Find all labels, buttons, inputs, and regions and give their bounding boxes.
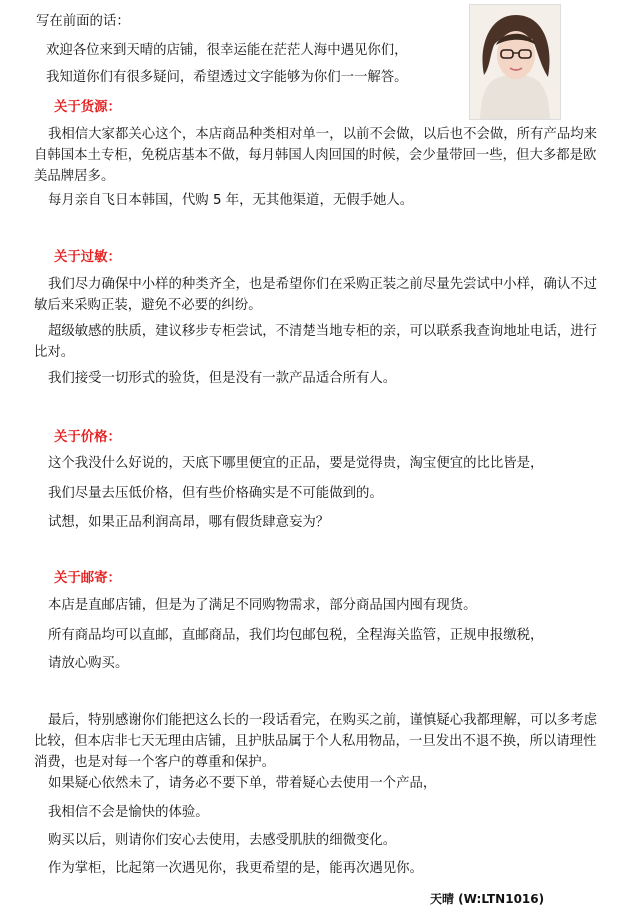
shipping-paragraph-1: 本店是直邮店铺，但是为了满足不同购物需求，部分商品国内囤有现货。	[48, 598, 477, 613]
allergy-paragraph-2: 超级敏感的肤质，建议移步专柜尝试，不清楚当地专柜的亲，可以联系我查询地址电话，进行比对。	[34, 324, 598, 360]
closing-paragraph-1: 最后，特别感谢你们能把这么长的一段话看完，在购买之前，谨慎疑心我都理解，可以多考虑比较，但本店非七天无理由店铺，且护肤品属于个人私用物品，一旦发出不退不换，所以请理性消费，也是对每一个客户的尊重和保护。	[34, 713, 598, 770]
allergy-paragraph-3: 我们接受一切形式的验货，但是没有一款产品适合所有人。	[48, 371, 397, 386]
intro-line-1: 欢迎各位来到天晴的店铺，很幸运能在茫茫人海中遇见你们，	[46, 43, 408, 58]
section-heading-allergy: 关于过敏：	[54, 250, 121, 265]
price-paragraph-3: 试想，如果正品利润高昂，哪有假货肆意妄为？	[48, 515, 330, 530]
shop-signature: 天晴 (W:LTN1016)	[430, 892, 545, 906]
price-paragraph-2: 我们尽量去压低价格，但有些价格确实是不可能做到的。	[48, 486, 383, 501]
owner-photo	[469, 4, 561, 120]
owner-portrait-image	[470, 5, 560, 119]
shipping-paragraph-3: 请放心购买。	[48, 656, 129, 671]
source-paragraph-1: 我相信大家都关心这个，本店商品种类相对单一，以前不会做，以后也不会做，所有产品均来自韩国本土专柜，免税店基本不做，每月韩国人肉回国的时候，会少量带回一些，但大多都是欧美品牌居多。	[34, 127, 598, 184]
intro-title: 写在前面的话：	[36, 14, 130, 29]
source-paragraph-2: 每月亲自飞日本韩国，代购 5 年，无其他渠道，无假手她人。	[48, 193, 414, 208]
section-heading-shipping: 关于邮寄：	[54, 571, 121, 586]
allergy-paragraph-1: 我们尽力确保中小样的种类齐全，也是希望你们在采购正装之前尽量先尝试中小样，确认不过敏后来采购正装，避免不必要的纠纷。	[34, 277, 598, 313]
closing-paragraph-4: 购买以后，则请你们安心去使用，去感受肌肤的细微变化。	[48, 833, 397, 848]
shipping-paragraph-2: 所有商品均可以直邮，直邮商品，我们均包邮包税，全程海关监管，正规申报缴税，	[48, 628, 544, 643]
section-heading-price: 关于价格：	[54, 430, 121, 445]
section-heading-source: 关于货源：	[54, 100, 121, 115]
closing-paragraph-3: 我相信不会是愉快的体验。	[48, 805, 209, 820]
intro-line-2: 我知道你们有很多疑问，希望透过文字能够为你们一一解答。	[46, 70, 408, 85]
price-paragraph-1: 这个我没什么好说的，天底下哪里便宜的正品，要是觉得贵，淘宝便宜的比比皆是，	[48, 456, 544, 471]
closing-paragraph-5: 作为掌柜，比起第一次遇见你，我更希望的是，能再次遇见你。	[48, 861, 423, 876]
closing-paragraph-2: 如果疑心依然未了，请务必不要下单，带着疑心去使用一个产品，	[48, 776, 437, 791]
